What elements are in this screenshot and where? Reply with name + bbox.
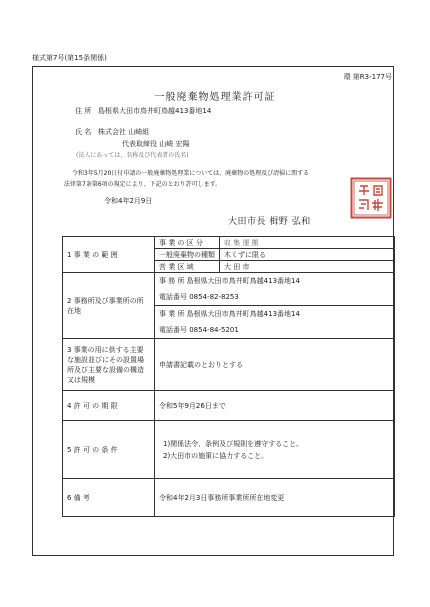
office-phone: 電話番号 0854-82-8253 <box>159 293 239 301</box>
conditions-label: 5 許 可 の 条 件 <box>63 421 155 479</box>
remarks-value: 令和4年2月3日事務所事業所所在地変更 <box>155 479 395 517</box>
scope-label: 1 事 業 の 範 囲 <box>63 237 155 273</box>
remarks-label: 6 備 考 <box>63 479 155 517</box>
address-value: 島根県大田市鳥井町鳥越413番地14 <box>98 107 212 115</box>
business-area-label: 営 業 区 域 <box>155 261 220 273</box>
site-address: 事 業 所 島根県大田市鳥井町鳥越413番地14 <box>159 310 300 318</box>
name-note: (法人にあっては、名称及び代表者の氏名) <box>76 152 189 159</box>
company-name: 株式会社 山崎組 <box>98 128 150 136</box>
business-category-value: 収 集 運 搬 <box>220 237 395 249</box>
waste-type-label: 一般廃棄物の種類 <box>155 249 220 261</box>
waste-type-value: 木くずに限る <box>220 249 395 261</box>
term-value: 令和5年9月26日まで <box>155 391 395 421</box>
name-label: 氏 名 <box>75 128 92 136</box>
document-title: 一般廃棄物処理業許可証 <box>154 92 276 103</box>
representative-name: 代表取締役 山崎 宏陽 <box>122 140 190 148</box>
issuer-name: 大田市長 楫野 弘和 <box>228 217 311 227</box>
business-area-value: 大 田 市 <box>220 261 395 273</box>
office-address: 事 務 所 島根県大田市鳥井町鳥越413番地14 <box>159 277 300 285</box>
site-phone: 電話番号 0854-84-5201 <box>159 326 239 334</box>
scope-row-header <box>63 237 395 249</box>
body-text-line1: 令和3年5月20日付申請の一般廃棄物処理業については、廃棄物の処理及び清掃に関する <box>72 170 310 177</box>
permit-details-table <box>62 236 395 517</box>
conditions-row <box>63 421 395 479</box>
condition-item: 1)関係法令、条例及び規則を遵守すること。 <box>163 439 304 448</box>
term-label: 4 許 可 の 期 限 <box>63 391 155 421</box>
issue-date: 令和4年2月9日 <box>104 197 153 205</box>
remarks-row <box>63 479 395 517</box>
facilities-row <box>63 339 395 391</box>
office-cell <box>155 273 395 306</box>
site-cell <box>155 306 395 339</box>
offices-label: 2 事務所及び事業所の所在地 <box>63 273 155 339</box>
term-row <box>63 391 395 421</box>
facilities-value: 申請書記載のとおりとする <box>155 339 395 391</box>
form-label: 様式第7号(第15条関係) <box>32 54 107 62</box>
facilities-label: 3 事業の用に供する主要な施設並びにその設置場所及び主要な設備の構造又は規模 <box>63 339 155 391</box>
office-row <box>63 273 395 306</box>
condition-item: 2)大田市の施策に協力すること。 <box>163 451 269 460</box>
address-label: 住 所 <box>75 107 92 115</box>
business-category-header: 事 業 の 区 分 <box>155 237 220 249</box>
body-text-line2: 法律第7条第6項の規定により、下記のとおり許可します。 <box>64 181 222 188</box>
permit-number: 環 第R3-177号 <box>343 73 392 81</box>
conditions-cell <box>155 421 395 479</box>
official-seal-icon <box>350 177 392 219</box>
